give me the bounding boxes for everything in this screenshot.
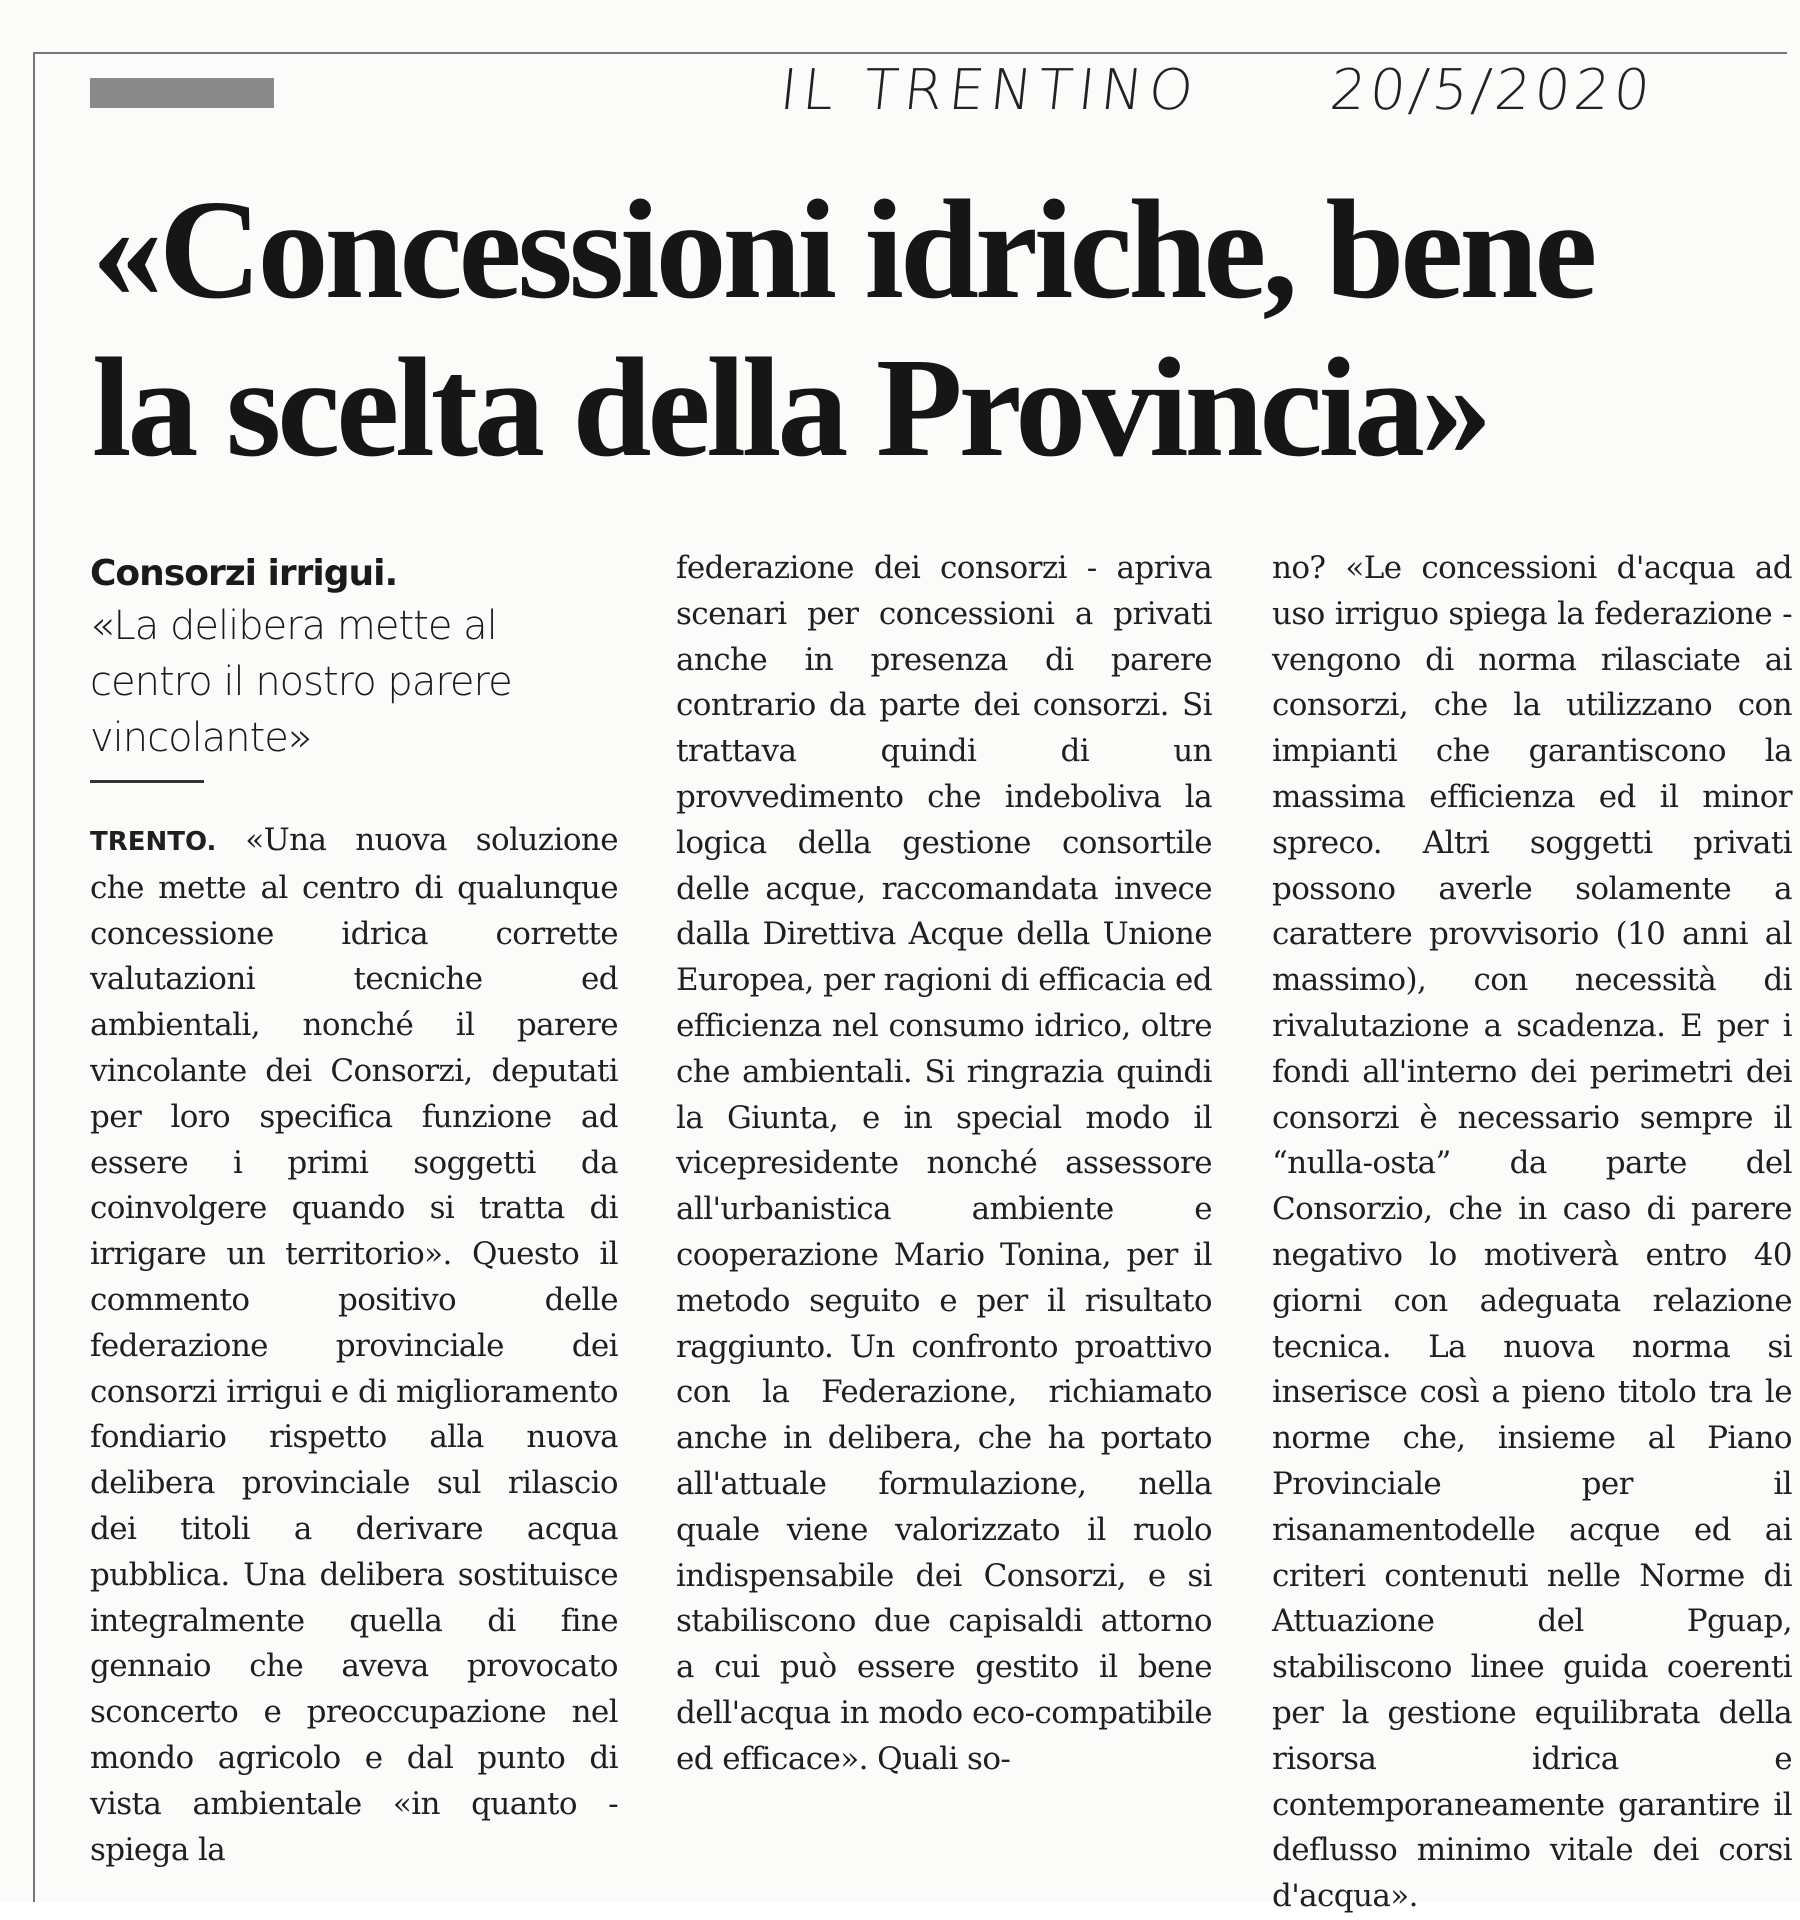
kicker: Consorzi irrigui. (90, 553, 398, 594)
handwritten-newspaper-name: IL TRENTINO (776, 58, 1203, 123)
column-1-text: «Una nuova soluzione che mette al centro di qualunque concessione idrica corrette valutazioni tecniche ed ambientali, nonché il parere vincolante dei Consorzi, deputati per loro specifica funzione ad essere i primi soggetti da coinvolgere quando si tratta di irrigare un territorio». Questo il commento positivo delle federazione provinciale dei consorzi irrigui e di miglioramento fondiario rispetto alla nuova delibera provinciale sul rilascio dei titoli a derivare acqua pubblica. Una delibera sostituisce integralmente quella di fine gennaio che aveva provocato sconcerto e preoccupazione nel mondo agricolo e dal punto di vista ambientale «in quanto - spiega la (90, 822, 618, 1868)
headline-line-1: «Concessioni idriche, bene (92, 170, 1594, 328)
section-marker-bar (90, 78, 274, 108)
article-paragraph-1 (90, 818, 618, 1873)
handwritten-date: 20/5/2020 (1326, 58, 1657, 123)
article-column-1 (90, 818, 618, 1873)
article-column-3 (1272, 546, 1792, 1920)
sidebar-rule (90, 780, 204, 783)
column-2-text: federazione dei consorzi - apriva scenari per concessioni a privati anche in presenza di parere contrario da parte dei consorzi. Si trattava quindi di un provvedimento che indeboliva la logica della gestione consortile delle acque, raccomandata invece dalla Direttiva Acque della Unione Europea, per ragioni di efficacia ed efficienza nel consumo idrico, oltre che ambientali. Si ringrazia quindi la Giunta, e in special modo il vicepresidente nonché assessore all'urbanistica ambiente e cooperazione Mario Tonina, per il metodo seguito e per il risultato raggiunto. Un confronto proattivo con la Federazione, richiamato anche in delibera, che ha portato all'attuale formulazione, nella quale viene valorizzato il ruolo indispensabile dei Consorzi, e si stabiliscono due capisaldi attorno a cui può essere gestito il bene dell'acqua in modo eco-compatibile ed efficace». Quali so- (676, 550, 1212, 1777)
headline-line-2: la scelta della Provincia» (92, 328, 1489, 486)
dateline: TRENTO. (90, 827, 217, 857)
subheadline: «La delibera mette al centro il nostro parere vincolante» (90, 603, 512, 761)
article-column-2 (676, 546, 1212, 1783)
scan-edge-left (33, 52, 35, 1902)
headline (92, 170, 1772, 486)
column-3-text: no? «Le concessioni d'acqua ad uso irriguo spiega la federazione - vengono di norma rilasciate ai consorzi, che la utilizzano con impianti che garantiscono la massima efficienza ed il minor spreco. Altri soggetti privati possono averle solamente a carattere provvisorio (10 anni al massimo), con necessità di rivalutazione a scadenza. E per i fondi all'interno dei perimetri dei consorzi è necessario sempre il “nulla-osta” da parte del Consorzio, che in caso di parere negativo lo motiverà entro 40 giorni con adeguata relazione tecnica. La nuova norma si inserisce così a pieno titolo tra le norme che, insieme al Piano Provinciale per il risanamentodelle acque ed ai criteri contenuti nelle Norme di Attuazione del Pguap, stabiliscono linee guida coerenti per la gestione equilibrata della risorsa idrica e contemporaneamente garantire il deflusso minimo vitale dei corsi d'acqua». (1272, 550, 1792, 1915)
sidebar-box (90, 550, 620, 766)
scan-edge-top (35, 52, 1787, 54)
